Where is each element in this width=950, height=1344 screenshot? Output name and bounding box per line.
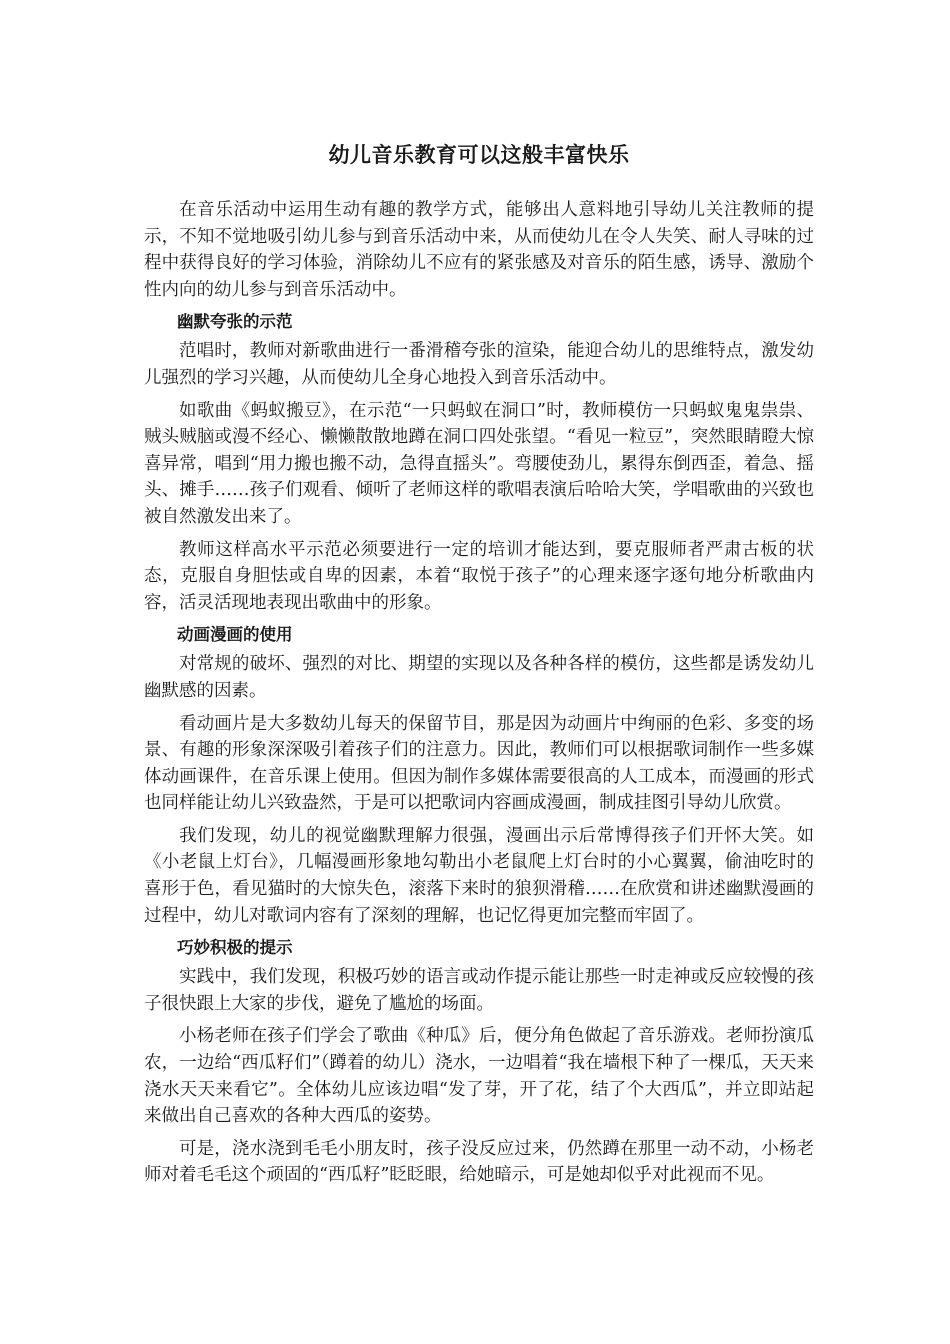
- section-heading-clever-prompts: 巧妙积极的提示: [177, 938, 293, 958]
- paragraph: 小杨老师在孩子们学会了歌曲《种瓜》后，便分角色做起了音乐游戏。老师扮演瓜农，一边给“西瓜籽们”（蹲着的幼儿）浇水，一边唱着“我在墙根下种了一棵瓜，天天来浇水天天来看它”。全体幼儿应该边唱“发了芽，开了花，结了个大西瓜”，并立即站起来做出自己喜欢的各种大西瓜的姿势。: [144, 1026, 814, 1127]
- paragraph: 范唱时，教师对新歌曲进行一番滑稽夸张的渲染，能迎合幼儿的思维特点，激发幼儿强烈的学习兴趣，从而使幼儿全身心地投入到音乐活动中。: [144, 341, 814, 388]
- section-heading-humor-demo: 幽默夸张的示范: [177, 312, 293, 332]
- document-title: 幼儿音乐教育可以这般丰富快乐: [328, 143, 630, 167]
- paragraph: 对常规的破坏、强烈的对比、期望的实现以及各种各样的模仿，这些都是诱发幼儿幽默感的因素。: [144, 654, 814, 701]
- paragraph: 教师这样高水平示范必须要进行一定的培训才能达到，要克服师者严肃古板的状态，克服自身胆怯或自卑的因素，本着“取悦于孩子”的心理来逐字逐句地分析歌曲内容，活灵活现地表现出歌曲中的形象。: [144, 539, 814, 613]
- paragraph: 实践中，我们发现，积极巧妙的语言或动作提示能让那些一时走神或反应较慢的孩子很快跟上大家的步伐，避免了尴尬的场面。: [144, 967, 814, 1014]
- section-heading-animation-comics: 动画漫画的使用: [177, 625, 293, 645]
- paragraph: 可是，浇水浇到毛毛小朋友时，孩子没反应过来，仍然蹲在那里一动不动，小杨老师对着毛毛这个顽固的“西瓜籽”眨眨眼，给她暗示，可是她却似乎对此视而不见。: [144, 1138, 814, 1186]
- document-page: [144, 140, 814, 1195]
- paragraph: 我们发现，幼儿的视觉幽默理解力很强，漫画出示后常博得孩子们开怀大笑。如《小老鼠上灯台》，几幅漫画形象地勾勒出小老鼠爬上灯台时的小心翼翼，偷油吃时的喜形于色，看见猫时的大惊失色，滚落下来时的狼狈滑稽……在欣赏和讲述幽默漫画的过程中，幼儿对歌词内容有了深刻的理解，也记忆得更加完整而牢固了。: [144, 825, 814, 926]
- intro-paragraph: 在音乐活动中运用生动有趣的教学方式，能够出人意料地引导幼儿关注教师的提示，不知不觉地吸引幼儿参与到音乐活动中来，从而使幼儿在令人失笑、耐人寻味的过程中获得良好的学习体验，消除幼儿不应有的紧张感及对音乐的陌生感，诱导、激励个性内向的幼儿参与到音乐活动中。: [144, 200, 814, 300]
- paragraph: 如歌曲《蚂蚁搬豆》，在示范“一只蚂蚁在洞口”时，教师模仿一只蚂蚁鬼鬼祟祟、贼头贼脑或漫不经心、懒懒散散地蹲在洞口四处张望。“看见一粒豆”，突然眼睛瞪大惊喜异常，唱到“用力搬也搬不动，急得直摇头”。弯腰使劲儿，累得东倒西歪，着急、摇头、摊手……孩子们观看、倾听了老师这样的歌唱表演后哈哈大笑，学唱歌曲的兴致也被自然激发出来了。: [144, 400, 814, 527]
- paragraph: 看动画片是大多数幼儿每天的保留节目，那是因为动画片中绚丽的色彩、多变的场景、有趣的形象深深吸引着孩子们的注意力。因此，教师们可以根据歌词制作一些多媒体动画课件，在音乐课上使用。但因为制作多媒体需要很高的人工成本，而漫画的形式也同样能让幼儿兴致盎然，于是可以把歌词内容画成漫画，制成挂图引导幼儿欣赏。: [144, 713, 814, 814]
